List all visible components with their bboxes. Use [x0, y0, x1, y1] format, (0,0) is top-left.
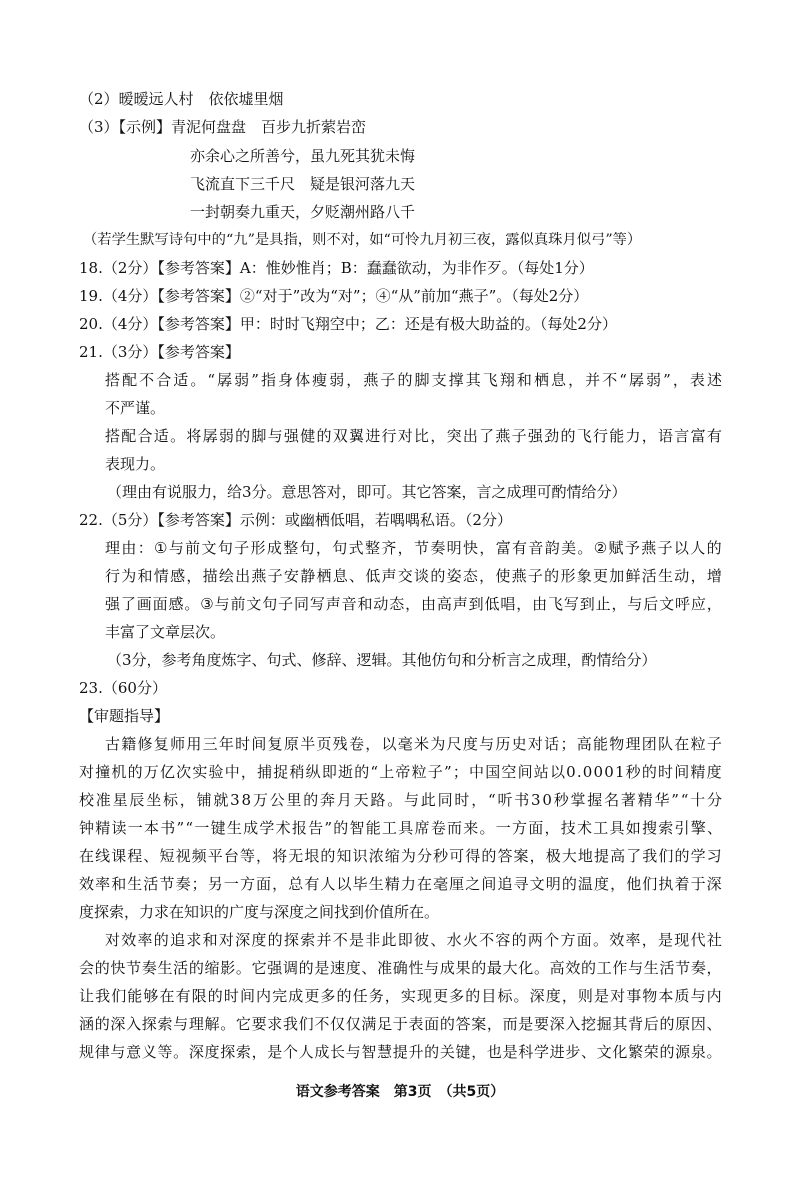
body-line: 涵 的 深 入 探 索 与 理 解 。 它 要 求 我 们 不 仅 仅 满 足 于 表 面 的 答 案 ， 而 是 要 深 入 挖 掘 其 背 后 的 原 因 、 — [79, 1015, 722, 1033]
answer-18: 18.（2分）【参考答案】A：惟妙惟肖；B：蠢蠢欲动，为非作歹。（每处1分） — [79, 259, 594, 277]
body-line: 效 率 和 生 活 节 奏 ； 另 一 方 面 ， 总 有 人 以 毕 生 精 力 在 毫 厘 之 间 追 寻 文 明 的 温 度 ， 他 们 执 着 于 深 — [79, 875, 722, 893]
answer-20: 20.（4分）【参考答案】甲：时时飞翔空中；乙：还是有极大助益的。（每处2分） — [79, 315, 617, 333]
answer-22-line: 理 由 ： ① 与 前 文 句 子 形 成 整 句 ， 句 式 整 齐 ， 节 奏 明 快 ， 富 有 音 韵 美 。 ② 赋 予 燕 子 以 人 的 — [105, 539, 722, 557]
page-footer: 语文参考答案 第3页 （共5页） — [295, 1084, 505, 1100]
grading-note: （理由有说服力，给3分。意思答对，即可。其它答案，言之成理可酌情给分） — [107, 483, 627, 501]
body-line: 校 准 星 辰 坐 标 ， 铺 就 3 8 万 公 里 的 奔 月 天 路 。 与 此 同 时 ， “ 听 书 3 0 秒 掌 握 名 著 精 华 ” “ 十 分 — [79, 791, 722, 809]
answer-21-header: 21.（3分）【参考答案】 — [79, 343, 240, 361]
body-line: 让 我 们 能 够 在 有 限 的 时 间 内 完 成 更 多 的 任 务 ， 实 现 更 多 的 目 标 。 深 度 ， 则 是 对 事 物 本 质 与 内 — [79, 987, 722, 1005]
answer-17-2: （2）暧暧远人村 依依墟里烟 — [79, 90, 284, 108]
answer-22-line: 行 为 和 情 感 ， 描 绘 出 燕 子 安 静 栖 息 、 低 声 交 谈 的 姿 态 ， 使 燕 子 的 形 象 更 加 鲜 活 生 动 ， 增 — [105, 567, 722, 585]
poem-line: 飞流直下三千尺 疑是银河落九天 — [190, 175, 416, 193]
grading-note: （3分，参考角度炼字、句式、修辞、逻辑。其他仿句和分析言之成理，酌情给分） — [107, 651, 657, 669]
question-23-header: 23.（60分） — [79, 679, 167, 697]
grading-note: （若学生默写诗句中的“九”是具指，则不对，如“可怜九月初三夜，露似真珠月似弓”等） — [83, 232, 642, 248]
answer-19: 19.（4分）【参考答案】②“对于”改为“对”；④“从”前加“燕子”。（每处2分） — [79, 287, 589, 305]
answer-17-3-header: （3）【示例】青泥何盘盘 百步九折萦岩峦 — [79, 118, 367, 136]
body-line: 规 律 与 意 义 等 。 深 度 探 索 ， 是 个 人 成 长 与 智 慧 提 升 的 关 键 ， 也 是 科 学 进 步 、 文 化 繁 荣 的 源 泉 。 — [79, 1043, 722, 1061]
body-line: 会 的 快 节 奏 生 活 的 缩 影 。 它 强 调 的 是 速 度 、 准 确 性 与 成 果 的 最 大 化 。 高 效 的 工 作 与 生 活 节 奏 ， — [79, 959, 722, 977]
body-line: 对 效 率 的 追 求 和 对 深 度 的 探 索 并 不 是 非 此 即 彼 、 水 火 不 容 的 两 个 方 面 。 效 率 ， 是 现 代 社 — [105, 931, 722, 949]
answer-22-line: 丰富了文章层次。 — [105, 623, 226, 641]
answer-21-line: 搭 配 合 适 。 将 孱 弱 的 脚 与 强 健 的 双 翼 进 行 对 比 ， 突 出 了 燕 子 强 劲 的 飞 行 能 力 ， 语 言 富 有 — [105, 427, 722, 445]
answer-22-line: 强 了 画 面 感 。 ③ 与 前 文 句 子 同 写 声 音 和 动 态 ， 由 高 声 到 低 唱 ， 由 飞 写 到 止 ， 与 后 文 呼 应 ， — [105, 595, 722, 613]
body-line: 在 线 课 程 、 短 视 频 平 台 等 ， 将 无 垠 的 知 识 浓 缩 为 分 秒 可 得 的 答 案 ， 极 大 地 提 高 了 我 们 的 学 习 — [79, 847, 722, 865]
answer-21-line: 不严谨。 — [105, 399, 166, 417]
answer-21-line: 表现力。 — [105, 455, 166, 473]
body-line: 钟 精 读 一 本 书 ” “ 一 键 生 成 学 术 报 告 ” 的 智 能 工 具 席 卷 而 来 。 一 方 面 ， 技 术 工 具 如 搜 索 引 擎 、 — [79, 819, 722, 837]
poem-line: 亦余心之所善兮，虽九死其犹未悔 — [190, 147, 416, 165]
answer-22-header: 22.（5分）【参考答案】示例：或幽栖低唱，若喁喁私语。（2分） — [79, 511, 512, 529]
poem-line: 一封朝奏九重天，夕贬潮州路八千 — [190, 203, 416, 221]
body-line: 对 撞 机 的 万 亿 次 实 验 中 ， 捕 捉 稍 纵 即 逝 的 “ 上 帝 粒 子 ” ； 中 国 空 间 站 以 0 . 0 0 0 1 秒 的 时 间 精 度 — [79, 763, 722, 781]
answer-21-line: 搭 配 不 合 适 。 “ 孱 弱 ” 指 身 体 瘦 弱 ， 燕 子 的 脚 支 撑 其 飞 翔 和 栖 息 ， 并 不 “ 孱 弱 ” ， 表 述 — [105, 371, 722, 389]
body-line: 古 籍 修 复 师 用 三 年 时 间 复 原 半 页 残 卷 ， 以 毫 米 为 尺 度 与 历 史 对 话 ； 高 能 物 理 团 队 在 粒 子 — [105, 735, 722, 753]
body-line: 度探索，力求在知识的广度与深度之间找到价值所在。 — [79, 903, 440, 921]
section-title: 【审题指导】 — [79, 707, 170, 725]
